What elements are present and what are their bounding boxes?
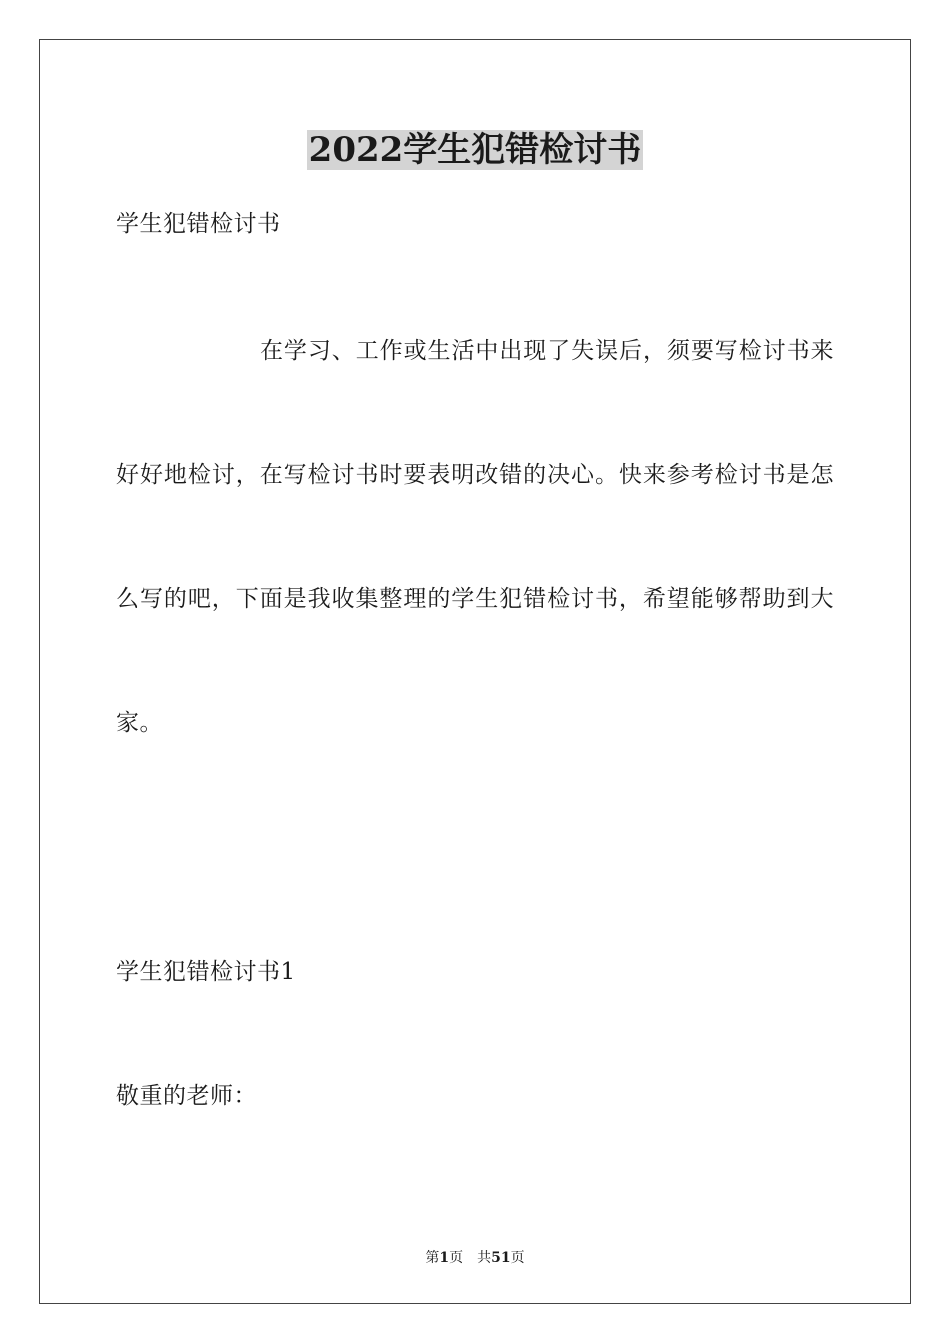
document-title [0,126,950,174]
intro-line-3: 么写的吧，下面是我收集整理的学生犯错检讨书，希望能够帮助到大 [116,586,834,612]
footer-page-prefix: 第 [425,1250,440,1266]
intro-line-2: 好好地检讨，在写检讨书时要表明改错的决心。快来参考检讨书是怎 [116,462,834,488]
document-title-text: 2022学生犯错检讨书 [308,130,642,170]
footer-total-pages: 51 [491,1250,511,1266]
footer-page-number: 1 [439,1250,450,1266]
intro-line-1: 在学习、工作或生活中出现了失误后，须要写检讨书来 [260,338,834,364]
section-heading: 学生犯错检讨书1 [116,959,296,985]
subtitle: 学生犯错检讨书 [116,211,281,237]
footer-page-suffix: 页 [449,1250,464,1266]
footer-total-prefix: 共 [477,1250,492,1266]
intro-line-4: 家。 [116,710,163,736]
footer-total-suffix: 页 [510,1250,525,1266]
salutation: 敬重的老师： [116,1083,257,1109]
page-footer [0,1248,950,1268]
